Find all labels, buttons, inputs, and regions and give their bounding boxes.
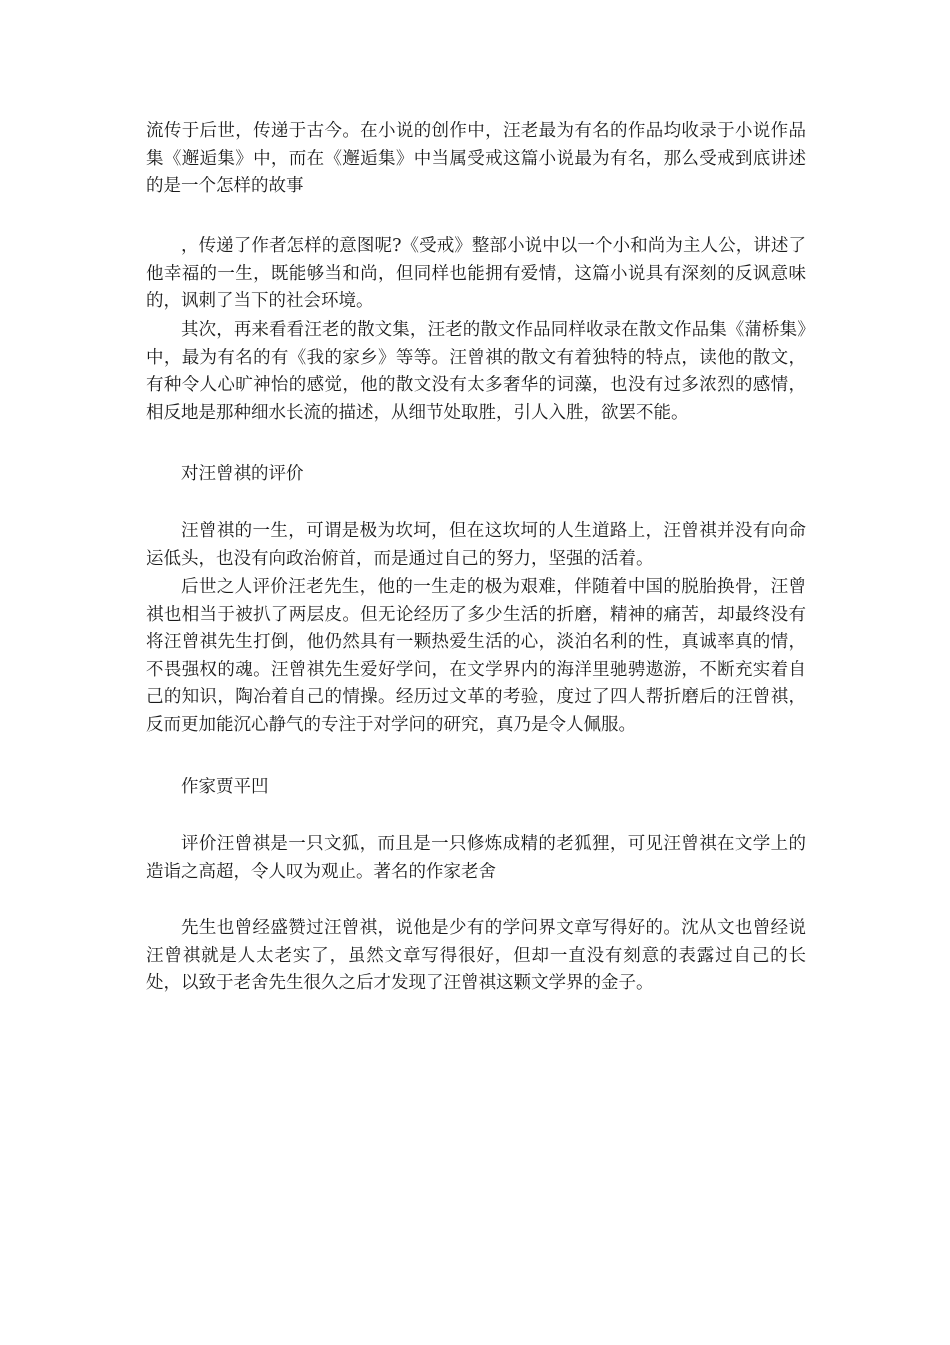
paragraph-life-hardship: 汪曾祺的一生，可谓是极为坎坷，但在这坎坷的人生道路上，汪曾祺并没有向命运低头，也没有向政治俯首，而是通过自己的努力，坚强的活着。 [146, 521, 806, 569]
paragraph-later-evaluation: 后世之人评价汪老先生，他的一生走的极为艰难，伴随着中国的脱胎换骨，汪曾祺也相当于被扒了两层皮。但无论经历了多少生活的折磨，精神的痛苦，却最终没有将汪曾祺先生打倒，他仍然具有一颗热爱生活的心，淡泊名利的性，真诚率真的情，不畏强权的魂。汪曾祺先生爱好学问，在文学界内的海洋里驰骋遨游，不断充实着自己的知识，陶冶着自己的情操。经历过文革的考验，度过了四人帮折磨后的汪曾祺，反而更加能沉心静气的专注于对学问的研究，真乃是令人佩服。 [146, 577, 806, 735]
section-heading-evaluation: 对汪曾祺的评价 [181, 464, 304, 484]
paragraph-novel-intro: 流传于后世，传递于古今。在小说的创作中，汪老最为有名的作品均收录于小说作品集《邂逅集》中，而在《邂逅集》中当属受戒这篇小说最为有名，那么受戒到底讲述的是一个怎样的故事 [146, 121, 806, 196]
paragraph-shoujie-summary: ，传递了作者怎样的意图呢?《受戒》整部小说中以一个小和尚为主人公，讲述了他幸福的一生，既能够当和尚，但同样也能拥有爱情，这篇小说具有深刻的反讽意味的，讽刺了当下的社会环境。 [146, 236, 806, 311]
paragraph-wen-hu: 评价汪曾祺是一只文狐，而且是一只修炼成精的老狐狸，可见汪曾祺在文学上的造诣之高超，令人叹为观止。著名的作家老舍 [146, 834, 806, 882]
paragraph-lao-she-praise: 先生也曾经盛赞过汪曾祺，说他是少有的学问界文章写得好的。沈从文也曾经说汪曾祺就是人太老实了，虽然文章写得很好，但却一直没有刻意的表露过自己的长处，以致于老舍先生很久之后才发现了汪曾祺这颗文学界的金子。 [146, 918, 806, 993]
section-heading-jia-pingwa: 作家贾平凹 [181, 777, 269, 797]
paragraph-prose-collection: 其次，再来看看汪老的散文集，汪老的散文作品同样收录在散文作品集《蒲桥集》中，最为有名的有《我的家乡》等等。汪曾祺的散文有着独特的特点，读他的散文，有种令人心旷神怡的感觉，他的散文没有太多奢华的词藻，也没有过多浓烈的感情，相反地是那种细水长流的描述，从细节处取胜，引人入胜，欲罢不能。 [146, 320, 806, 423]
